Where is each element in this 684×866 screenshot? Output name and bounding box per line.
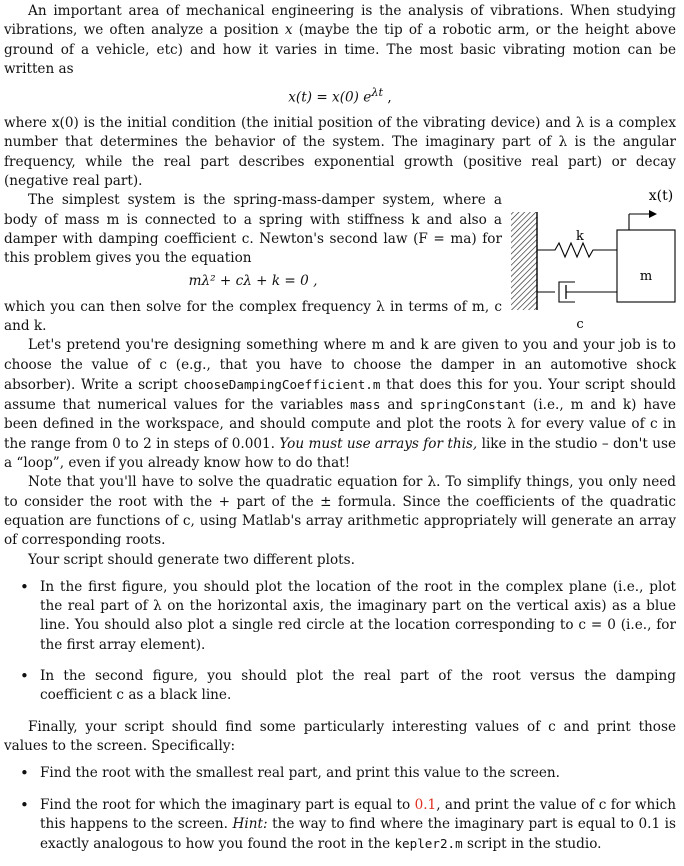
- highlight-value: 0.1: [414, 796, 437, 813]
- plot-requirements-list: [4, 578, 676, 706]
- paragraph-spring-mass: The simplest system is the spring-mass-damper system, where a body of mass m is connected to a spring with stiffness k and also a damper with damping coefficient c. Newton's second law (F = ma) for this problem gives you the equation: [4, 192, 502, 267]
- mass-block: [617, 230, 675, 302]
- list-item: • Find the root for which the imaginary part is equal to 0.1, and print the value of c for which this happens to the screen. Hint: the way to find where the imaginary part is equal to 0.1 is exactly analogous to how you found the root in the kepler2.m script in the studio.: [40, 796, 676, 855]
- paragraph-solve: which you can then solve for the complex frequency λ in terms of m, c and k.: [4, 298, 502, 334]
- figure-label-k: k: [576, 229, 584, 244]
- list-item: • In the second figure, you should plot the real part of the root versus the damping coefficient c as a black line.: [40, 667, 676, 706]
- paragraph-plots: Your script should generate two different plots.: [28, 551, 355, 568]
- print-requirements-list: [4, 764, 676, 854]
- paragraph-finally: Finally, your script should find some particularly interesting values of c and print those values to the screen. Specifically:: [4, 718, 676, 754]
- spring-icon: [537, 243, 617, 257]
- code-spring-constant: springConstant: [419, 397, 527, 413]
- paragraph-task: Let's pretend you're designing something where m and k are given to you and your job is to choose the value of c (e.g., that you have to choose the damper in an automotive shock absorber). Write a script chooseDampingCoefficient.m that does this for you. Your script should assume that numerical values for the variables mass and springConstant (i.e., m and k) have been defined in the workspace, and should compute and plot the roots λ for every value of c in the range from 0 to 2 in steps of 0.001. You must use arrays for this, like in the studio – don't use a “loop”, even if you already know how to do that!: [4, 337, 677, 472]
- paragraph-intro: An important area of mechanical engineering is the analysis of vibrations. When studying vibrations, we often analyze a position x (maybe the tip of a robotic arm, or the height above ground of a vehicle, etc) and how it varies in time. The most basic vibrating motion can be written as: [4, 3, 676, 77]
- spring-mass-damper-figure: [509, 182, 684, 332]
- figure-svg: [509, 182, 684, 332]
- list-item: • Find the root with the smallest real part, and print this value to the screen.: [40, 764, 676, 783]
- equation-characteristic: mλ² + cλ + k = 0 ,: [188, 273, 318, 290]
- document-page: [4, 2, 676, 866]
- figure-label-m: m: [639, 269, 653, 284]
- paragraph-quadratic: Note that you'll have to solve the quadratic equation for λ. To simplify things, you only need to consider the root with the + part of the ± formula. Since the coefficients of the quadratic equation are functions of c, using Matlab's array arithmetic appropriately will generate an array of corresponding roots.: [4, 474, 676, 549]
- equation-position: x(t) = x(0) $e^{\lambda t}$ ,: [288, 85, 392, 106]
- code-kepler: kepler2.m: [394, 836, 463, 852]
- paragraph-lambda: where x(0) is the initial condition (the initial position of the vibrating device) and λ is a complex number that determines the behavior of the system. The imaginary part of λ is the angular frequency, while the real part describes exponential growth (positive real part) or decay (negative real part).: [4, 115, 676, 189]
- figure-label-x: x(t): [648, 188, 674, 204]
- arrow-icon: [649, 210, 657, 218]
- code-script-name: chooseDampingCoefficient.m: [183, 376, 381, 392]
- code-mass: mass: [350, 397, 381, 413]
- wall-hatch: [511, 212, 537, 310]
- figure-label-c: c: [576, 317, 584, 332]
- list-item: • In the first figure, you should plot the location of the root in the complex plane (i.e., plot the real part of λ on the horizontal axis, the imaginary part on the vertical axis) as a blue line. You should also plot a single red circle at the location corresponding to c = 0 (i.e., for the first array element).: [40, 578, 676, 655]
